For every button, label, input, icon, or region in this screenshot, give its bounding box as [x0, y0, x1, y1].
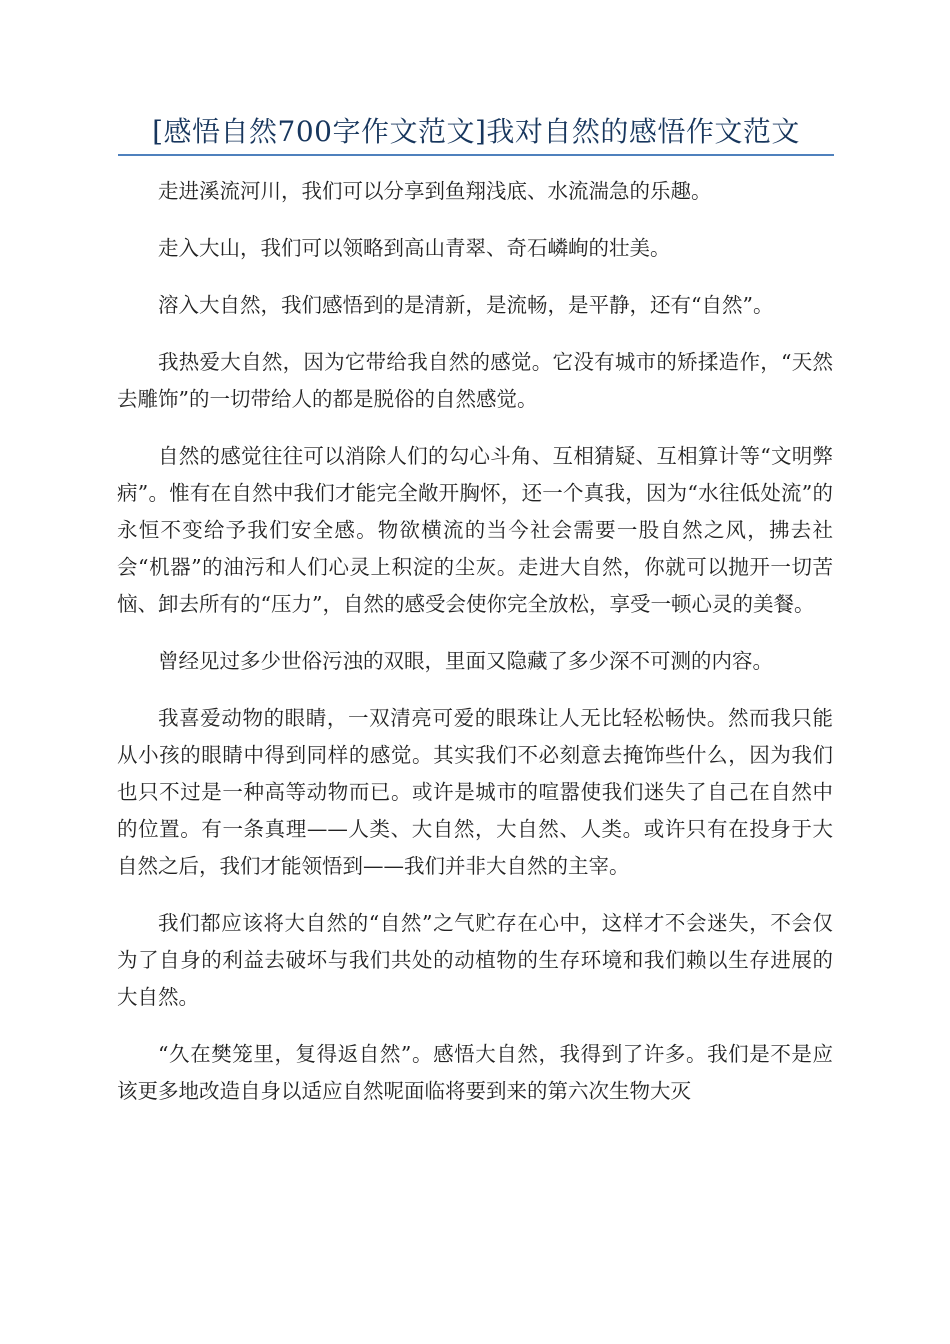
- document-title: [感悟自然700字作文范文]我对自然的感悟作文范文: [152, 115, 800, 148]
- paragraph-5: 自然的感觉往往可以消除人们的勾心斗角、互相猜疑、互相算计等“文明弊病”。惟有在自然中我们才能完全敞开胸怀，还一个真我，因为“水往低处流”的永恒不变给予我们安全感。物欲横流的当今社会需要一股自然之风，拂去社会“机器”的油污和人们心灵上积淀的尘灰。走进大自然，你就可以抛开一切苦恼、卸去所有的“压力”，自然的感受会使你完全放松，享受一顿心灵的美餐。: [117, 444, 833, 616]
- paragraph-7: 我喜爱动物的眼睛，一双清亮可爱的眼珠让人无比轻松畅快。然而我只能从小孩的眼睛中得到同样的感觉。其实我们不必刻意去掩饰些什么，因为我们也只不过是一种高等动物而已。或许是城市的喧嚣使我们迷失了自己在自然中的位置。有一条真理——人类、大自然，大自然、人类。或许只有在投身于大自然之后，我们才能领悟到——我们并非大自然的主宰。: [117, 706, 833, 878]
- document-body: [117, 173, 833, 1130]
- paragraph-6: 曾经见过多少世俗污浊的双眼，里面又隐藏了多少深不可测的内容。: [158, 649, 773, 673]
- paragraph-8: 我们都应该将大自然的“自然”之气贮存在心中，这样才不会迷失，不会仅为了自身的利益去破坏与我们共处的动植物的生存环境和我们赖以生存进展的大自然。: [117, 911, 833, 1009]
- title-underline: [118, 154, 834, 156]
- paragraph-4: 我热爱大自然，因为它带给我自然的感觉。它没有城市的矫揉造作，“天然去雕饰”的一切带给人的都是脱俗的自然感觉。: [117, 350, 833, 411]
- paragraph-9: “久在樊笼里，复得返自然”。感悟大自然，我得到了许多。我们是不是应该更多地改造自身以适应自然呢面临将要到来的第六次生物大灭: [117, 1042, 833, 1103]
- paragraph-3: 溶入大自然，我们感悟到的是清新，是流畅，是平静，还有“自然”。: [158, 293, 774, 317]
- paragraph-1: 走进溪流河川，我们可以分享到鱼翔浅底、水流湍急的乐趣。: [158, 179, 712, 203]
- paragraph-2: 走入大山，我们可以领略到高山青翠、奇石嶙峋的壮美。: [158, 236, 671, 260]
